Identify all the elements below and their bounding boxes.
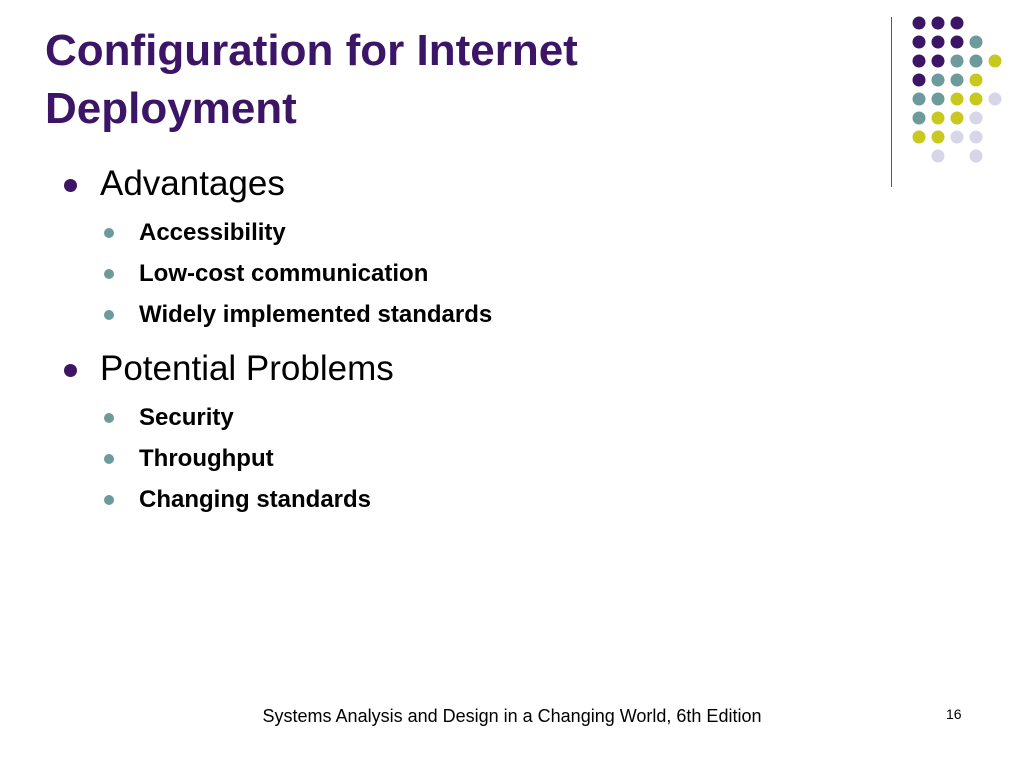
sub-bullet-list: [62, 397, 842, 520]
round-bullet-icon: [104, 454, 114, 464]
decorative-dot: [970, 93, 983, 106]
decorative-dot: [932, 93, 945, 106]
decorative-dot: [951, 74, 964, 87]
round-bullet-icon: [104, 413, 114, 423]
decorative-dot: [970, 112, 983, 125]
decorative-dot: [913, 55, 926, 68]
slide-body: [62, 160, 842, 530]
bullet-item-level2: [62, 212, 842, 253]
bullet-item-level2: [62, 438, 842, 479]
decorative-dot: [932, 55, 945, 68]
decorative-dot: [951, 112, 964, 125]
decorative-dot: [913, 17, 926, 30]
section-potential-problems: [62, 345, 842, 520]
decorative-dot: [951, 36, 964, 49]
bullet-text: Throughput: [139, 445, 274, 472]
decorative-dot: [989, 93, 1002, 106]
bullet-item-level2: [62, 397, 842, 438]
decorative-dot: [913, 74, 926, 87]
round-bullet-icon: [104, 269, 114, 279]
decorative-dot: [913, 112, 926, 125]
round-bullet-icon: [64, 179, 77, 192]
decorative-dot: [970, 55, 983, 68]
bullet-item-level2: [62, 294, 842, 335]
bullet-text: Accessibility: [139, 219, 286, 246]
bullet-text: Widely implemented standards: [139, 301, 493, 328]
decorative-dot: [970, 150, 983, 163]
decorative-dot: [932, 112, 945, 125]
round-bullet-icon: [64, 364, 77, 377]
sub-bullet-list: [62, 212, 842, 335]
round-bullet-icon: [104, 310, 114, 320]
decorative-dot: [970, 131, 983, 144]
slide-footer: Systems Analysis and Design in a Changing World, 6th Edition: [262, 706, 762, 726]
slide-title-line-1: Configuration for Internet: [45, 26, 578, 75]
decorative-dot: [913, 36, 926, 49]
decorative-dot: [913, 93, 926, 106]
decorative-dot: [913, 131, 926, 144]
slide-title-line-2: Deployment: [45, 84, 297, 133]
decorative-dot: [970, 36, 983, 49]
round-bullet-icon: [104, 495, 114, 505]
section-advantages: [62, 160, 842, 335]
bullet-item-level1: [62, 160, 842, 208]
bullet-item-level2: [62, 253, 842, 294]
decorative-dot: [951, 17, 964, 30]
bullet-item-level1: [62, 345, 842, 393]
decorative-dot: [932, 36, 945, 49]
bullet-text: Security: [139, 404, 234, 431]
decorative-dot: [970, 74, 983, 87]
decorative-dot: [932, 17, 945, 30]
section-heading: Advantages: [100, 164, 285, 203]
decorative-dot: [932, 150, 945, 163]
decorative-dot: [951, 131, 964, 144]
decorative-dot: [989, 55, 1002, 68]
section-heading: Potential Problems: [100, 349, 394, 388]
bullet-text: Low-cost communication: [139, 260, 429, 287]
round-bullet-icon: [104, 228, 114, 238]
page-number: 16: [946, 706, 962, 722]
bullet-text: Changing standards: [139, 486, 372, 513]
decorative-dot: [932, 131, 945, 144]
decorative-dot: [951, 55, 964, 68]
decorative-dot: [951, 93, 964, 106]
decorative-dot: [932, 74, 945, 87]
bullet-item-level2: [62, 479, 842, 520]
